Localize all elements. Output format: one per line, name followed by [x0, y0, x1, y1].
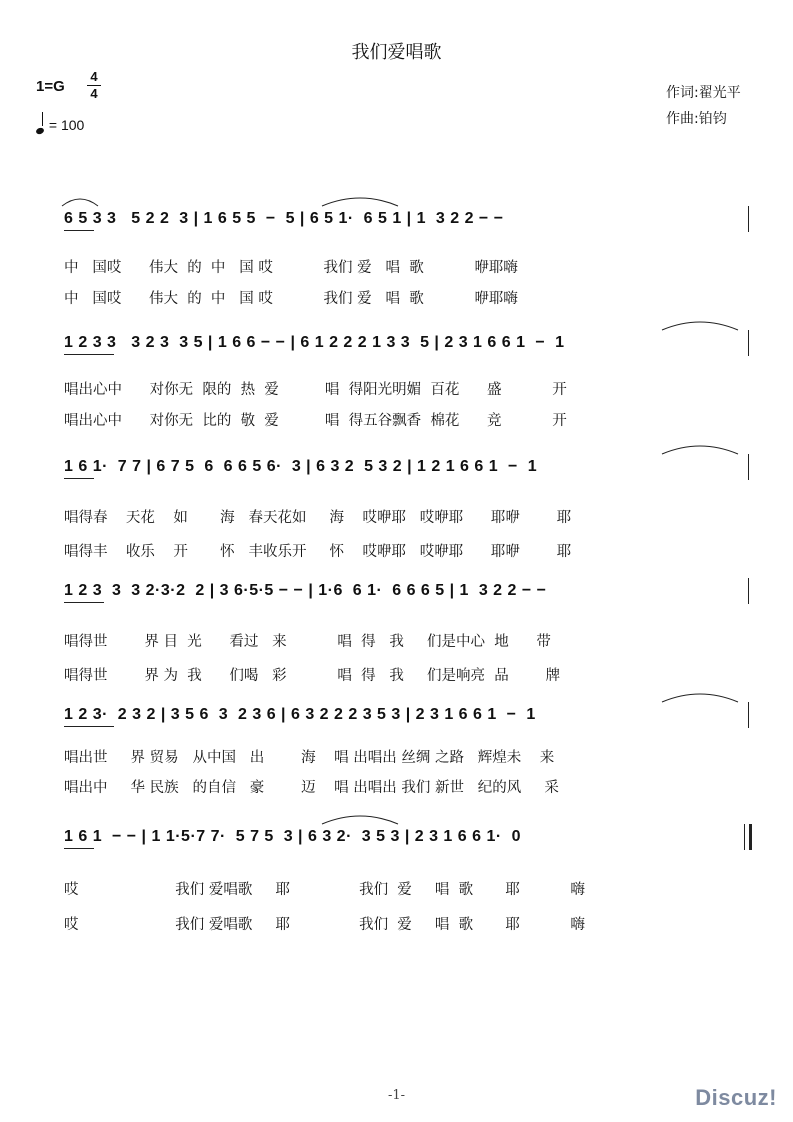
quarter-note-icon	[35, 127, 45, 135]
notation-system-4: 1 2 3 3 3 2·3·2 2 | 3 6·5·5 − − | 1·6 6 1· 6 6 6 5 | 1 3 2 2 − −	[64, 582, 547, 599]
lyric-line-4-verse-1: 唱得世 界 目 光 看过 来 唱 得 我 们是中心 地 带	[64, 634, 551, 650]
beam	[64, 354, 114, 355]
slur-arc	[660, 316, 740, 332]
beam	[64, 848, 94, 849]
lyric-line-5-verse-1: 唱出世 界 贸易 从中国 出 海 唱 出唱出 丝绸 之路 辉煌未 来	[64, 750, 555, 766]
barline	[748, 454, 749, 480]
lyric-line-6-verse-1: 哎 我们 爱唱歌 耶 我们 爱 唱 歌 耶 嗨	[64, 882, 586, 898]
time-signature-top: 4	[90, 69, 98, 84]
beam	[64, 726, 114, 727]
barline	[748, 206, 749, 232]
page-number: -1-	[387, 1088, 406, 1103]
lyric-line-4-verse-2: 唱得世 界 为 我 们喝 彩 唱 得 我 们是响亮 品 牌	[64, 668, 561, 684]
slur-arc	[320, 192, 400, 208]
lyric-line-6-verse-2: 哎 我们 爱唱歌 耶 我们 爱 唱 歌 耶 嗨	[64, 917, 586, 933]
lyric-line-1-verse-2: 中 国哎 伟大 的 中 国 哎 我们 爱 唱 歌 咿耶嗨	[64, 291, 518, 307]
beam	[64, 230, 94, 231]
notation-system-3: 1 6 1· 7 7 | 6 7 5 6 6 6 5 6· 3 | 6 3 2 5 3 2 | 1 2 1 6 6 1 − 1	[64, 458, 538, 475]
time-signature	[87, 70, 101, 101]
notation-system-1: 6 5 3 3 5 2 2 3 | 1 6 5 5 − 5 | 6 5 1· 6 5 1 | 1 3 2 2 − −	[64, 210, 504, 227]
final-barline	[749, 824, 752, 850]
song-title: 我们爱唱歌	[351, 42, 442, 63]
key-signature: 1=G	[36, 78, 65, 95]
lyric-line-3-verse-2: 唱得丰 收乐 开 怀 丰收乐开 怀 哎咿耶 哎咿耶 耶咿 耶	[64, 544, 572, 560]
barline	[748, 330, 749, 356]
lyric-line-5-verse-2: 唱出中 华 民族 的自信 豪 迈 唱 出唱出 我们 新世 纪的风 采	[64, 780, 559, 796]
notation-system-5: 1 2 3· 2 3 2 | 3 5 6 3 2 3 6 | 6 3 2 2 2 3 5 3 | 2 3 1 6 6 1 − 1	[64, 706, 536, 723]
tempo-value: = 100	[48, 117, 85, 133]
lyric-line-2-verse-1: 唱出心中 对你无 限的 热 爱 唱 得阳光明媚 百花 盛 开	[64, 382, 567, 398]
slur-arc	[60, 192, 100, 208]
barline	[744, 824, 745, 850]
notation-system-6: 1 6 1 − − | 1 1·5·7 7· 5 7 5 3 | 6 3 2· 3 5 3 | 2 3 1 6 6 1· 0	[64, 828, 521, 845]
lyric-line-2-verse-2: 唱出心中 对你无 比的 敬 爱 唱 得五谷飘香 棉花 竞 开	[64, 413, 567, 429]
time-signature-bottom: 4	[90, 86, 98, 101]
composer-credit: 作曲:铂钧	[666, 111, 727, 127]
lyric-line-3-verse-1: 唱得春 天花 如 海 春天花如 海 哎咿耶 哎咿耶 耶咿 耶	[64, 510, 572, 526]
beam	[64, 602, 104, 603]
brand-logo: Discuz!	[695, 1085, 777, 1110]
lyric-line-1-verse-1: 中 国哎 伟大 的 中 国 哎 我们 爱 唱 歌 咿耶嗨	[64, 260, 518, 276]
slur-arc	[660, 440, 740, 456]
slur-arc	[660, 688, 740, 704]
barline	[748, 702, 749, 728]
tempo-marking	[36, 116, 84, 133]
notation-system-2: 1 2 3 3 3 2 3 3 5 | 1 6 6 − − | 6 1 2 2 2 1 3 3 5 | 2 3 1 6 6 1 − 1	[64, 334, 565, 351]
lyricist-credit: 作词:翟光平	[666, 85, 741, 101]
barline	[748, 578, 749, 604]
slur-arc	[320, 810, 400, 826]
beam	[64, 478, 94, 479]
